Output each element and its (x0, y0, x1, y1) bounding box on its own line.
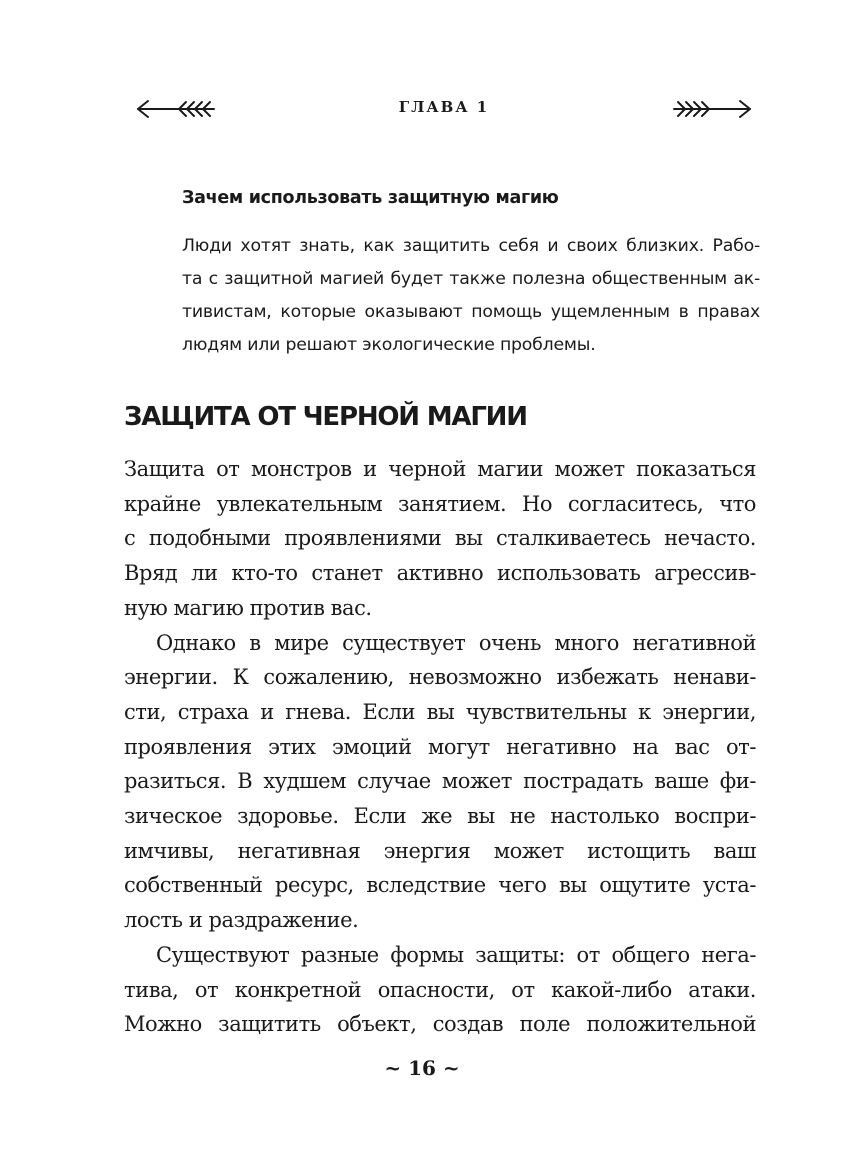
page-number: ~ 16 ~ (384, 1056, 460, 1080)
body-line: Существуют разные формы защиты: от общего нега- (156, 942, 756, 967)
body-line: энергии. К сожалению, невозможно избежать ненави- (124, 665, 756, 690)
sidebar-box (182, 186, 760, 362)
arrow-right-ornament-icon (672, 98, 752, 120)
body-line: имчивы, негативная энергия может истощить ваш (124, 838, 756, 863)
running-header (136, 96, 752, 122)
sidebar-line: та с защитной магией будет также полезна общественным ак- (182, 269, 760, 289)
body-line: крайне увлекательным занятием. Но согласитесь, что (124, 491, 756, 516)
body-line: зическое здоровье. Если же вы не настолько воспри- (124, 804, 756, 829)
body-line: тива, от конкретной опасности, от какой-либо атаки. (124, 977, 756, 1002)
body-line: ную магию против вас. (124, 595, 372, 620)
sidebar-line: тивистам, которые оказывают помощь ущемленным в правах (182, 302, 760, 322)
body-line: собственный ресурс, вследствие чего вы ощутите уста- (124, 873, 756, 898)
body-text (124, 452, 756, 1042)
body-line: проявления этих эмоций могут негативно на вас от- (124, 734, 756, 759)
body-line: Можно защитить объект, создав поле положительной (124, 1012, 756, 1037)
sidebar-line: Люди хотят знать, как защитить себя и своих близких. Рабо- (182, 236, 760, 256)
body-line: разиться. В худшем случае может пострадать ваше фи- (124, 769, 756, 794)
body-line: Защита от монстров и черной магии может показаться (124, 457, 756, 481)
body-line: Вряд ли кто-то станет активно использовать агрессив- (124, 561, 756, 586)
body-line: лость и раздражение. (124, 908, 359, 933)
chapter-label: ГЛАВА 1 (398, 98, 490, 116)
body-line: с подобными проявлениями вы сталкиваетесь нечасто. (124, 526, 756, 551)
body-line: сти, страха и гнева. Если вы чувствительны к энергии, (124, 699, 756, 724)
sidebar-line: людям или решают экологические проблемы. (182, 335, 596, 355)
sidebar-heading: Зачем использовать защитную магию (182, 188, 559, 208)
section-title: ЗАЩИТА ОТ ЧЕРНОЙ МАГИИ (124, 402, 527, 432)
body-line: Однако в мире существует очень много негативной (156, 630, 756, 655)
